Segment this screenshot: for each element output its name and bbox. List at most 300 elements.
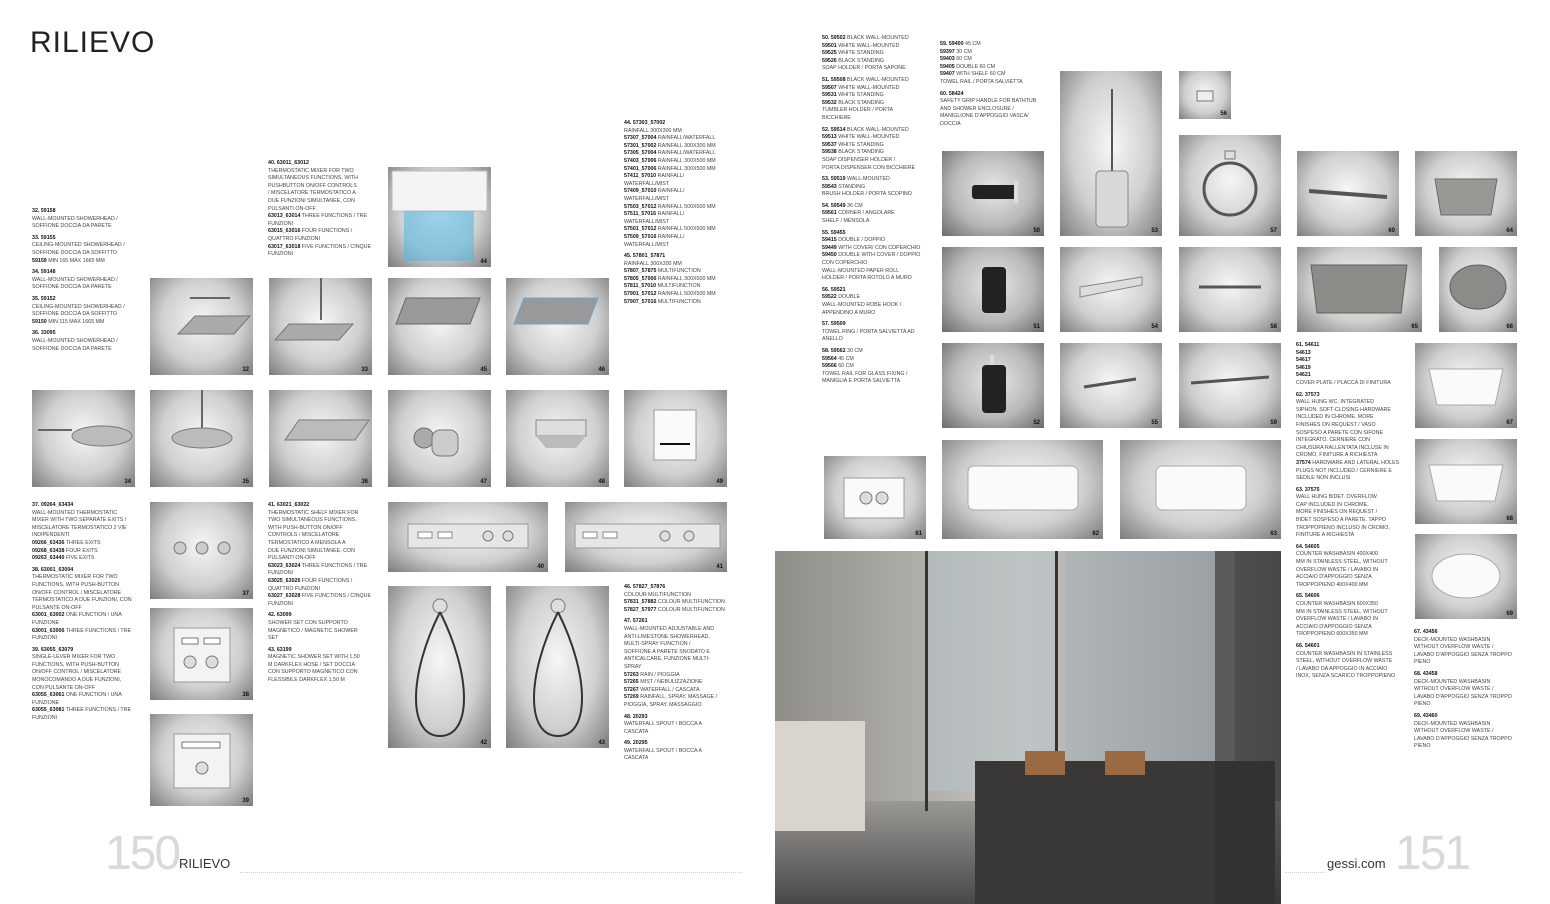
variant-text: FIVE FUNCTIONS / CINQUE FUNZIONI <box>268 243 373 258</box>
variant-text: MULTIFUNCTION <box>656 298 701 305</box>
product-photo <box>1415 439 1517 524</box>
photo-number: 64 <box>1506 228 1513 234</box>
product-photo <box>506 586 609 748</box>
product-code: 33. 59155 <box>32 234 56 241</box>
product-code: 68. 43458 <box>1414 670 1438 677</box>
product-description: SOFFIONE DOCCIA DA SOFFITTO <box>32 249 117 256</box>
product-entry <box>822 35 932 73</box>
variant-text: RAINFALL, SPRAY, MASSAGE / PIOGGIA, SPRAY, MASSAGGIO <box>624 694 719 708</box>
product-description: 45 CM <box>963 41 981 47</box>
variant-code: 59507 <box>822 84 837 91</box>
variant-text: RAINFALL 300X300 MM <box>656 142 716 149</box>
product-photo <box>624 390 727 487</box>
variant-code: 59450 <box>822 252 837 259</box>
product-description: TOWEL RAIL FOR GLASS FIXING / <box>822 370 908 377</box>
variant-line <box>822 210 932 218</box>
product-code: 47. 57261 <box>624 618 648 625</box>
product-photo <box>1060 71 1162 236</box>
text-column-9 <box>1296 342 1408 685</box>
variant-code: 57805_57006 <box>624 275 657 282</box>
product-description: MORE FINISHES ON REQUEST / <box>1296 509 1378 516</box>
variant-line <box>32 548 142 556</box>
product-description: COUNTER WASHBASIN IN STAINLESS <box>1296 650 1393 657</box>
product-description: WALL-MOUNTED ROBE HOOK / <box>822 302 902 308</box>
product-description: CHIUSURA RALLENTATA INCLUSE IN <box>1296 444 1389 451</box>
product-entry <box>1296 342 1408 388</box>
variant-text: WHITE STANDING <box>836 141 884 148</box>
variant-line <box>624 143 729 151</box>
product-photo <box>824 456 926 539</box>
variant-line <box>1296 365 1408 373</box>
variant-line <box>1296 372 1408 380</box>
variant-code: 57509_57016 <box>624 233 657 240</box>
product-photo <box>388 390 491 487</box>
variant-text: RAINFALL 500X500 MM <box>656 291 716 298</box>
variant-line <box>268 563 378 578</box>
variant-line <box>32 319 142 327</box>
product-description: LAVABO D'APPOGGIO SENZA TROPPO <box>1414 651 1512 658</box>
product-description: COUNTER WASHBASIN 400X400 <box>1296 551 1378 558</box>
product-description: INTEGRATO. CERNIERE CON <box>1296 437 1370 444</box>
product-description: ON/OFF CONTROL / MISCELATORE <box>32 669 122 676</box>
variant-text: MULTIFUNCTION <box>656 283 701 290</box>
product-description: WITHOUT OVERFLOW WASTE / <box>1414 728 1494 735</box>
product-description: SOFFIONE DOCCIA DA PARETE <box>32 284 112 291</box>
variant-code: 59405 <box>940 63 955 70</box>
product-code: 42. 63099 <box>268 612 292 619</box>
photo-number: 67 <box>1506 420 1513 426</box>
variant-line <box>268 228 378 243</box>
variant-code: 09263_63440 <box>32 555 65 562</box>
variant-code: 59415 <box>822 237 837 244</box>
product-code: 66. 54601 <box>1296 642 1320 649</box>
photo-number: 69 <box>1506 611 1513 617</box>
product-description: PULSANTI ON-OFF <box>268 555 316 562</box>
variant-text: MIN 115 MAX 1665 MM <box>46 318 105 325</box>
product-code: 63. 37575 <box>1296 486 1320 493</box>
product-description: CON PULSANTE ON-OFF <box>32 684 95 691</box>
variant-line <box>624 188 729 203</box>
product-description: THERMOSTATIC MIXER FOR TWO <box>32 574 118 581</box>
product-code: 55. 59455 <box>822 229 846 236</box>
variant-code: 57501_57012 <box>624 226 657 233</box>
product-description: LAVABO D'APPOGGIO SENZA TROPPO <box>1414 735 1512 742</box>
product-code: 38. 63001_63004 <box>32 566 74 573</box>
product-description: CEILING-MOUNTED SHOWERHEAD / <box>32 242 125 249</box>
variant-text: ONE FUNCTION / UNA FUNZIONE <box>32 612 123 626</box>
variant-code: 59397 <box>940 48 955 55</box>
variant-line <box>624 234 729 249</box>
photo-number: 32 <box>242 367 249 373</box>
product-description: MIXER WITH TWO SEPARATE EXITS / <box>32 517 127 524</box>
product-description: CON SUPPORTO MAGNETICO CON <box>268 669 358 676</box>
product-photo <box>150 714 253 806</box>
product-description: WALL-MOUNTED <box>845 176 890 183</box>
product-description: PULSANTI ON-OFF <box>268 205 316 212</box>
product-code: 50. 59502 <box>822 35 846 41</box>
variant-code: 57267 <box>624 686 639 693</box>
product-description: SOFFIONE DOCCIA DA PARETE <box>32 345 112 352</box>
variant-text: STANDING <box>836 183 866 190</box>
product-description: COLOUR MULTIFUNCTION <box>624 591 691 598</box>
product-photo <box>942 343 1044 428</box>
variant-line <box>268 213 378 228</box>
variant-line <box>624 599 729 607</box>
variant-text: THREE FUNCTIONS / TRE FUNZIONI <box>32 707 133 722</box>
variant-code: 63015_63016 <box>268 228 301 235</box>
variant-text: COLOUR MULTIFUNCTION <box>656 599 725 606</box>
product-entry <box>1414 713 1520 751</box>
photo-number: 46 <box>598 367 605 373</box>
product-code: 59. 59400 <box>940 41 964 47</box>
variant-text: BLACK STANDING <box>836 99 885 106</box>
product-description: SIPHON. SOFT-CLOSING HARDWARE <box>1296 406 1391 413</box>
variant-text: WHITE STANDING <box>836 50 884 57</box>
photo-number: 51 <box>1033 324 1040 330</box>
photo-number: 33 <box>361 367 368 373</box>
product-entry <box>32 296 142 326</box>
photo-number: 42 <box>480 740 487 746</box>
text-column-5 <box>624 120 729 310</box>
product-code: 41. 63021_63022 <box>268 502 310 508</box>
variant-text: MULTIFUNCTION <box>656 268 701 275</box>
product-description: STEEL, WITHOUT OVERFLOW WASTE <box>1296 658 1393 665</box>
product-description: MANIGLIONE D'APPOGGIO VASCA/ <box>940 113 1029 120</box>
variant-code: 37574 <box>1296 459 1311 466</box>
product-description: ANELLO <box>822 336 843 343</box>
photo-number: 38 <box>242 692 249 698</box>
product-description: THERMOSTATIC SHELF MIXER FOR <box>268 509 359 516</box>
variant-code: 63025_63026 <box>268 577 301 584</box>
product-code: 69. 43460 <box>1414 712 1438 719</box>
variant-code: 63013_63014 <box>268 213 301 220</box>
variant-line <box>822 294 932 302</box>
product-description: TROPPOPIENO INCLUSO IN CROMO, <box>1296 524 1390 531</box>
product-description: MONOCOMANDO A DUE FUNZIONI, <box>32 677 122 684</box>
product-description: CROMO, FINITURE A RICHIESTA <box>1296 452 1378 459</box>
variant-text: RAINFALL/ WATERFALL/MIST <box>624 211 686 225</box>
variant-line <box>624 268 729 276</box>
product-description: PIENO <box>1414 701 1431 708</box>
photo-number: 56 <box>1220 111 1227 117</box>
product-photo <box>269 278 372 375</box>
product-description: APPENDINO A MURO <box>822 309 876 316</box>
product-description: SPRAY <box>624 663 642 670</box>
product-description: PIENO <box>1414 743 1431 750</box>
product-description: SHELF / MENSOLA <box>822 218 870 225</box>
variant-text: COLOUR MULTIFUNCTION <box>656 606 725 613</box>
variant-text: THREE EXITS <box>64 539 101 546</box>
product-description: DECK-MOUNTED WASHBASIN <box>1414 678 1491 685</box>
product-description: SOFFIONE DOCCIA DA PARETE <box>32 223 112 230</box>
product-description: INDIPENDENTI <box>32 532 70 539</box>
variant-code: 59525 <box>822 50 837 57</box>
product-description: DECK-MOUNTED WASHBASIN <box>1414 636 1491 643</box>
product-description: PULSANTE ON-OFF <box>32 604 82 611</box>
product-entry <box>624 253 729 306</box>
photo-number: 50 <box>1033 228 1040 234</box>
product-description: WALL HUNG BIDET. OVERFLOW <box>1296 494 1377 501</box>
variant-line <box>822 237 932 245</box>
product-entry <box>940 41 1050 87</box>
photo-number: 66 <box>1506 324 1513 330</box>
variant-code: 57811_57010 <box>624 283 657 290</box>
variant-text: FOUR FUNCTIONS / QUATTRO FUNZIONI <box>268 577 354 592</box>
product-description: THERMOSTATIC MIXER FOR TWO <box>268 167 354 174</box>
product-description: TOWEL RING / PORTA SALVIETTA AD <box>822 328 915 335</box>
variant-code: 59538 <box>822 149 837 156</box>
variant-text: RAINFALL 300X500 MM <box>656 275 716 282</box>
variant-code: 63023_63024 <box>268 562 301 569</box>
product-description: MAGNETIC SHOWER SET WITH 1,50 <box>268 654 360 661</box>
product-description: WATERFALL SPOUT / BOCCA A <box>624 747 703 754</box>
variant-code: 59526 <box>822 57 837 64</box>
product-code: 62. 37573 <box>1296 391 1320 398</box>
variant-text: FIVE FUNCTIONS / CINQUE FUNZIONI <box>268 593 373 607</box>
variant-code: 63027_63028 <box>268 593 301 600</box>
product-entry <box>32 330 142 353</box>
text-column-1b <box>32 502 142 727</box>
variant-text: RAINFALL/WATERFALL <box>656 150 716 157</box>
variant-code: 63055_63081 <box>32 707 65 714</box>
product-description: ANTICALCARE, FUNZIONE MULTI- <box>624 656 710 663</box>
variant-text: DOUBLE / DOPPIO <box>836 237 886 244</box>
variant-code: 54613 <box>1296 349 1311 356</box>
photo-number: 39 <box>242 798 249 804</box>
photo-number: 49 <box>716 479 723 485</box>
product-description: WITHOUT OVERFLOW WASTE / <box>1414 686 1494 693</box>
product-entry <box>1296 544 1408 590</box>
variant-text: FIVE EXITS <box>64 555 95 562</box>
variant-code: 57907_57016 <box>624 298 657 305</box>
variant-code: 57301_57002 <box>624 142 657 149</box>
product-entry <box>822 127 932 173</box>
product-description: FINISHES ON REQUEST / VASO <box>1296 421 1376 428</box>
variant-text: BLACK STANDING <box>836 149 885 156</box>
product-photo <box>1120 440 1281 539</box>
photo-number: 59 <box>1270 420 1277 426</box>
variant-code: 57265 <box>624 679 639 686</box>
product-description: SOFFIONE A PARETE SNODATO E <box>624 648 710 655</box>
photo-number: 35 <box>242 479 249 485</box>
product-description: FLESSIBILE DARKFLEX 1,50 M <box>268 677 345 684</box>
text-column-5b <box>624 584 729 767</box>
variant-line <box>624 607 729 615</box>
variant-line <box>624 158 729 166</box>
product-description: DOCCIA <box>940 120 961 127</box>
variant-text: RAINFALL 300X500 MM <box>656 165 716 172</box>
product-code: 45. 57801_57871 <box>624 253 666 260</box>
product-photo <box>150 502 253 599</box>
product-photo <box>1415 343 1517 428</box>
product-code: 37. 09264_63434 <box>32 502 74 508</box>
product-code: 43. 63199 <box>268 646 292 653</box>
product-description: MANIGLIA E PORTA SALVIETTA <box>822 378 901 385</box>
variant-code: 57307_57004 <box>624 135 657 142</box>
variant-line <box>822 245 932 253</box>
variant-text: WITH SHELF 60 CM <box>954 71 1006 78</box>
photo-number: 65 <box>1411 324 1418 330</box>
right-footer-site: gessi.com <box>1327 856 1386 871</box>
product-entry <box>268 502 378 608</box>
product-entry <box>624 740 729 763</box>
variant-line <box>624 672 729 680</box>
product-entry <box>32 235 142 265</box>
variant-code: 57263 <box>624 671 639 678</box>
variant-line <box>822 50 932 58</box>
variant-line <box>624 150 729 158</box>
product-description: SINGLE-LEVER MIXER FOR TWO <box>32 654 116 661</box>
text-column-10 <box>1414 629 1520 755</box>
product-photo <box>942 440 1103 539</box>
variant-code: 59159 <box>32 257 47 264</box>
product-description: BLACK WALL-MOUNTED <box>845 35 909 41</box>
product-description: MM IN STAINLESS STEEL, WITHOUT <box>1296 608 1388 615</box>
variant-line <box>624 166 729 174</box>
product-description: DECK-MOUNTED WASHBASIN <box>1414 720 1491 727</box>
product-description: ANTI-LIMESTONE SHOWERHEAD, <box>624 633 710 640</box>
product-code: 40. 63011_63012 <box>268 160 309 166</box>
product-description: WALL-MOUNTED THERMOSTATIC <box>32 509 118 516</box>
product-photo <box>1179 71 1231 119</box>
product-entry <box>822 321 932 344</box>
variant-text: RAINFALL 500X500 MM <box>656 226 716 233</box>
product-description: FINITURE A RICHIESTA <box>1296 532 1355 539</box>
variant-code: 59564 <box>822 355 837 362</box>
product-description: TUMBLER HOLDER / PORTA <box>822 107 894 114</box>
variant-text: RAINFALL 300X500 MM <box>656 157 716 164</box>
product-photo <box>1297 151 1399 236</box>
product-description: BICCHIERE <box>822 114 851 121</box>
product-photo <box>506 390 609 487</box>
variant-text: FOUR FUNCTIONS / QUATTRO FUNZIONI <box>268 228 354 242</box>
product-description: OVERFLOW WASTE / LAVABO IN <box>1296 616 1379 623</box>
product-photo <box>1060 343 1162 428</box>
text-column-1 <box>32 208 142 357</box>
photo-number: 63 <box>1270 531 1277 537</box>
variant-line <box>624 204 729 212</box>
variant-code: 63001_63002 <box>32 612 65 619</box>
product-code: 53. 59519 <box>822 176 846 183</box>
variant-line <box>624 276 729 284</box>
variant-line <box>624 211 729 226</box>
product-photo <box>1297 247 1422 332</box>
product-description: INOX, SENZA SCARICO TROPPOPIENO <box>1296 673 1396 680</box>
variant-line <box>624 679 729 687</box>
variant-line <box>822 43 932 51</box>
variant-code: 59449 <box>822 244 837 251</box>
variant-code: 59522 <box>822 294 837 301</box>
variant-line <box>32 628 142 643</box>
photo-number: 60 <box>1388 228 1395 234</box>
product-photo <box>32 390 135 487</box>
product-description: DUE FUNZIONI SIMULTANEE, CON <box>268 547 355 554</box>
product-description: WITH PUSH-BUTTON ON/OFF <box>268 524 343 531</box>
photo-number: 36 <box>361 479 368 485</box>
product-entry <box>268 612 378 642</box>
variant-code: 57401_57006 <box>624 165 657 172</box>
variant-code: 59150 <box>32 318 47 325</box>
photo-number: 54 <box>1151 324 1158 330</box>
product-entry <box>624 714 729 737</box>
product-photo <box>1179 247 1281 332</box>
variant-text: DOUBLE WITH COVER / DOPPIO CON COPERCHIO <box>822 252 922 267</box>
photo-number: 61 <box>915 531 922 537</box>
product-description: CASCATA <box>624 755 649 762</box>
variant-line <box>32 555 142 563</box>
variant-code: 57511_57016 <box>624 211 657 218</box>
variant-code: 59543 <box>822 183 837 190</box>
variant-text: RAINFALL 500X500 MM <box>656 203 716 210</box>
variant-text: RAINFALL/WATERFALL <box>656 135 716 142</box>
variant-code: 59407 <box>940 71 955 78</box>
product-description: TROPPOPIENO 400X400 MM <box>1296 581 1368 588</box>
product-description: MM IN STAINLESS STEEL, WITHOUT <box>1296 559 1388 566</box>
product-description: BLACK WALL-MOUNTED <box>845 76 909 83</box>
variant-text: HARDWARE AND LATERAL HOLES PLUGS NOT INCLUDED / CERNIERE E SEDILE NON INCLUSI <box>1296 459 1401 482</box>
photo-number: 52 <box>1033 420 1040 426</box>
variant-text: THREE FUNCTIONS / TRE FUNZIONI <box>32 627 133 642</box>
photo-number: 47 <box>480 479 487 485</box>
variant-code: 59537 <box>822 141 837 148</box>
variant-code: 57901_57012 <box>624 291 657 298</box>
variant-line <box>822 58 932 66</box>
variant-line <box>32 612 142 627</box>
product-description: TERMOSTATICO A DUE FUNZIONI, CON <box>32 597 132 604</box>
product-description: BLACK WALL-MOUNTED <box>845 126 909 133</box>
product-description: HOLDER / PORTA ROTOLO A MURO <box>822 275 912 282</box>
product-code: 54. 59549 <box>822 202 846 209</box>
product-entry <box>1296 593 1408 639</box>
product-code: 39. 63055_63079 <box>32 646 74 653</box>
product-code: 44. 57303_57002 <box>624 120 666 126</box>
product-photo <box>388 167 491 267</box>
right-page-number: 151 <box>1395 827 1470 880</box>
footer-rule <box>1285 872 1325 873</box>
product-description: BRUSH HOLDER / PORTA SCOPINO <box>822 191 912 198</box>
photo-number: 53 <box>1151 228 1158 234</box>
product-description: TROPPOPIENO 600X350 MM <box>1296 631 1368 638</box>
product-description: BIDET SOSPESO A PARETE. TAPPO <box>1296 517 1386 524</box>
photo-number: 37 <box>242 591 249 597</box>
photo-number: 48 <box>598 479 605 485</box>
photo-number: 43 <box>598 740 605 746</box>
variant-line <box>940 49 1050 57</box>
variant-line <box>624 135 729 143</box>
variant-line <box>822 149 932 157</box>
variant-line <box>822 134 932 142</box>
product-description: WALL-MOUNTED PAPER ROLL <box>822 267 900 274</box>
variant-text: 30 CM <box>954 48 972 55</box>
product-code: 48. 20293 <box>624 713 648 720</box>
product-entry <box>822 176 932 199</box>
product-photo <box>388 278 491 375</box>
product-entry <box>624 120 729 249</box>
product-entry <box>1296 392 1408 483</box>
product-entry <box>32 567 142 643</box>
text-column-6 <box>822 35 932 390</box>
product-photo <box>150 390 253 487</box>
variant-text: MIST / NEBULIZZAZIONE <box>638 679 703 686</box>
photo-number: 34 <box>124 479 131 485</box>
product-description: CAP INCLUDED IN CHROME, <box>1296 501 1369 508</box>
variant-text: WHITE WALL-MOUNTED <box>836 134 900 141</box>
product-description: SHOWER SET CON SUPPORTO <box>268 619 348 626</box>
product-code: 34. 59148 <box>32 269 56 276</box>
product-entry <box>940 91 1050 129</box>
product-entry <box>1296 643 1408 681</box>
variant-code: 59403 <box>940 56 955 63</box>
